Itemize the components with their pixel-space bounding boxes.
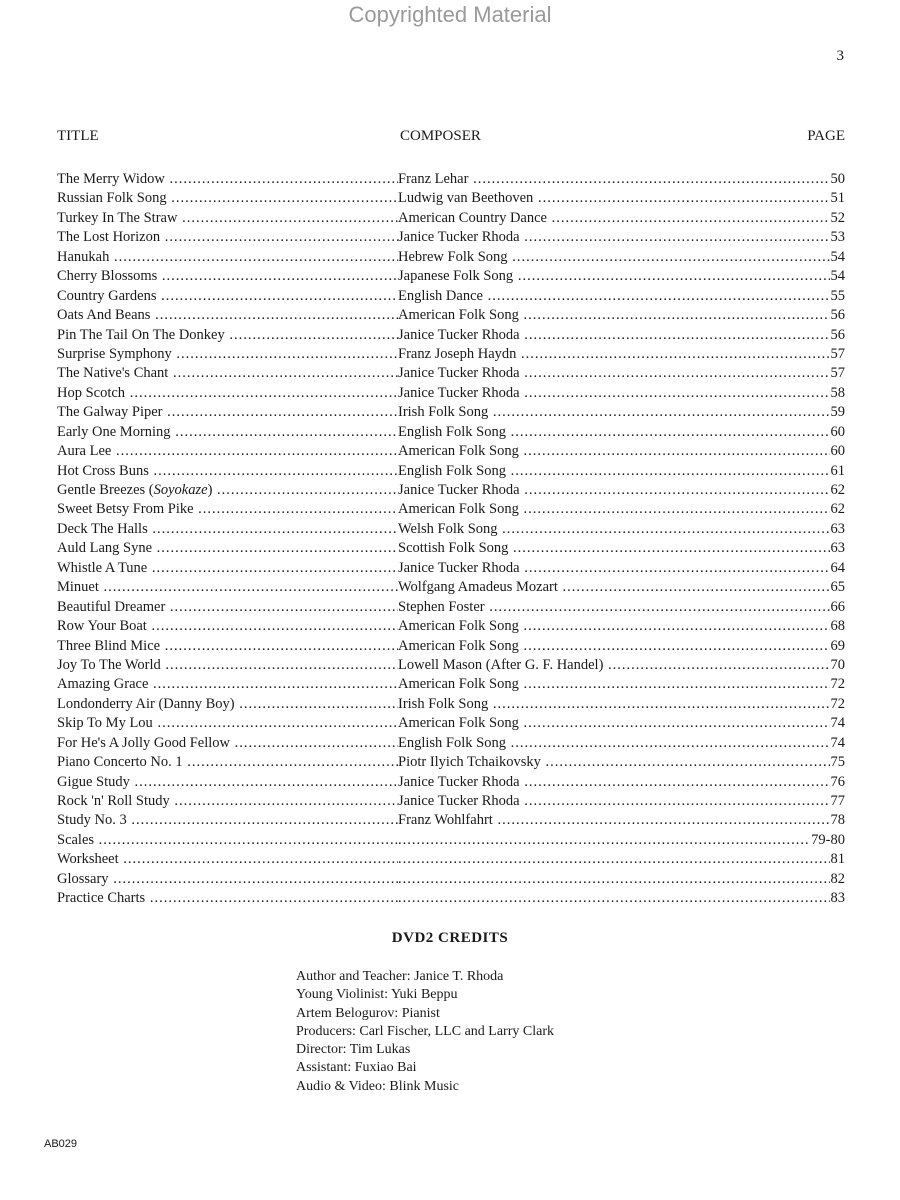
- toc-page: 57: [830, 345, 846, 364]
- toc-title-cell: [57, 384, 398, 403]
- toc-title: Deck The Halls: [57, 520, 148, 537]
- toc-row: [57, 792, 845, 811]
- toc-page: 75: [830, 753, 846, 772]
- toc-title-cell: [57, 462, 398, 481]
- toc-composer: American Folk Song: [398, 637, 519, 654]
- toc-composer-cell: [398, 384, 845, 403]
- toc-title: Auld Lang Syne: [57, 540, 153, 557]
- toc-composer-cell: [398, 811, 845, 830]
- toc-title-cell: [57, 500, 398, 519]
- toc-title-cell: [57, 481, 398, 500]
- toc-composer-cell: [398, 617, 845, 636]
- toc-title: Surprise Symphony: [57, 345, 172, 362]
- toc-row: [57, 637, 845, 656]
- toc-title-cell: [57, 403, 398, 422]
- toc-page: 82: [830, 870, 846, 889]
- toc-page: 81: [830, 850, 846, 869]
- toc-composer-cell: [398, 675, 845, 694]
- toc-page: 72: [830, 695, 846, 714]
- toc-composer: Janice Tucker Rhoda: [398, 559, 520, 576]
- toc-page: 78: [830, 811, 846, 830]
- toc-composer: Piotr Ilyich Tchaikovsky: [398, 754, 541, 771]
- toc-title-cell: [57, 773, 398, 792]
- footer-code: AB029: [44, 1138, 78, 1150]
- toc-page: 51: [830, 189, 846, 208]
- toc-row: [57, 403, 845, 422]
- toc-title: Skip To My Lou: [57, 715, 153, 732]
- toc-composer-cell: [398, 559, 845, 578]
- toc-composer-cell: [398, 326, 845, 345]
- page-number: 3: [836, 48, 844, 64]
- toc-title-cell: [57, 734, 398, 753]
- toc-composer: Janice Tucker Rhoda: [398, 482, 520, 498]
- toc-title-cell: [57, 209, 398, 228]
- toc-composer-cell: [398, 539, 845, 558]
- toc-page: 58: [830, 384, 846, 403]
- toc-composer: Stephen Foster: [398, 598, 485, 615]
- toc-page: 55: [830, 287, 846, 306]
- toc-composer: American Folk Song: [398, 618, 519, 635]
- toc-page: 50: [830, 170, 846, 189]
- toc-title: The Native's Chant: [57, 365, 169, 382]
- toc-column-headers: [57, 128, 845, 148]
- toc-composer: American Folk Song: [398, 443, 519, 460]
- toc-title-cell: [57, 792, 398, 811]
- toc-title: Russian Folk Song: [57, 190, 167, 207]
- toc-composer-cell: [398, 267, 845, 286]
- toc-title-cell: [57, 189, 398, 208]
- toc-composer-cell: [398, 578, 845, 597]
- toc-row: [57, 831, 845, 850]
- toc-composer: Janice Tucker Rhoda: [398, 793, 520, 809]
- toc-row: [57, 306, 845, 325]
- toc-row: [57, 423, 845, 442]
- toc-page: 57: [830, 364, 846, 383]
- toc-composer: American Folk Song: [398, 307, 519, 324]
- toc-title-cell: [57, 345, 398, 364]
- toc-title: Pin The Tail On The Donkey: [57, 326, 225, 343]
- toc-row: [57, 870, 845, 889]
- credits-heading: DVD2 CREDITS: [391, 930, 509, 946]
- toc-row: [57, 598, 845, 617]
- toc-title: Turkey In The Straw: [57, 209, 178, 226]
- toc-title: Oats And Beans: [57, 307, 151, 324]
- toc-title-cell: [57, 578, 398, 597]
- toc-composer: American Folk Song: [398, 715, 519, 732]
- toc-composer-cell: [398, 520, 845, 539]
- toc-title: Minuet: [57, 579, 99, 596]
- toc-row: [57, 209, 845, 228]
- toc-title-cell: [57, 170, 398, 189]
- toc-composer-cell: [398, 656, 845, 675]
- toc-title-cell: [57, 520, 398, 539]
- toc-composer-cell: [398, 695, 845, 714]
- toc-title: Whistle A Tune: [57, 559, 148, 576]
- toc-page: 63: [830, 520, 846, 539]
- toc-composer: Wolfgang Amadeus Mozart: [398, 579, 558, 596]
- toc-row: [57, 889, 845, 908]
- toc-row: [57, 695, 845, 714]
- toc-composer: Janice Tucker Rhoda: [398, 229, 520, 246]
- toc-row: [57, 364, 845, 383]
- toc-row: [57, 170, 845, 189]
- toc-row: [57, 442, 845, 461]
- toc-composer-cell: [398, 442, 845, 461]
- toc-title-cell: [57, 831, 398, 850]
- toc-composer-cell: [398, 773, 845, 792]
- toc-row: [57, 850, 845, 869]
- toc-page: 62: [830, 481, 846, 500]
- toc-title: Study No. 3: [57, 812, 127, 829]
- toc-title: Worksheet: [57, 851, 119, 868]
- toc-page: 54: [830, 267, 846, 286]
- toc-title-cell: [57, 617, 398, 636]
- toc-composer-cell: [398, 423, 845, 442]
- toc-title: For He's A Jolly Good Fellow: [57, 734, 231, 751]
- toc-composer-cell: [398, 228, 845, 247]
- toc-page: 61: [830, 462, 846, 481]
- toc-row: [57, 520, 845, 539]
- toc-title: Piano Concerto No. 1: [57, 754, 183, 771]
- toc-title-cell: [57, 656, 398, 675]
- toc-page: 56: [830, 326, 846, 345]
- toc-page: 70: [830, 656, 846, 675]
- toc-composer-cell: [398, 753, 845, 772]
- toc-row: [57, 578, 845, 597]
- toc-composer: Franz Lehar: [398, 171, 469, 187]
- toc-title: Beautiful Dreamer: [57, 598, 166, 615]
- toc-composer-cell: [398, 287, 845, 306]
- toc-title: Hot Cross Buns: [57, 462, 149, 479]
- toc-composer-cell: [398, 734, 845, 753]
- toc-page: 56: [830, 306, 846, 325]
- toc-composer: Franz Wohlfahrt: [398, 812, 493, 829]
- composer-column-header: COMPOSER: [400, 128, 481, 144]
- toc-composer: Scottish Folk Song: [398, 540, 509, 557]
- title-column-header: TITLE: [57, 128, 99, 144]
- toc-title: Aura Lee: [57, 443, 112, 460]
- toc-row: [57, 384, 845, 403]
- toc-composer: American Folk Song: [398, 501, 519, 518]
- toc-composer: Janice Tucker Rhoda: [398, 365, 520, 382]
- credit-line: Author and Teacher: Janice T. Rhoda: [296, 969, 504, 984]
- toc-title: Hop Scotch: [57, 384, 126, 401]
- toc-page: 79-80: [810, 831, 845, 850]
- toc-composer-cell: [398, 481, 845, 500]
- toc-title-cell: [57, 675, 398, 694]
- toc-title-cell: [57, 287, 398, 306]
- toc-title-cell: [57, 695, 398, 714]
- toc-title: The Galway Piper: [57, 404, 163, 421]
- toc-row: [57, 773, 845, 792]
- toc-composer: English Dance: [398, 287, 483, 304]
- toc-composer: Janice Tucker Rhoda: [398, 326, 520, 343]
- toc-composer-cell: [398, 248, 845, 267]
- toc-title-cell: [57, 559, 398, 578]
- credit-line: Young Violinist: Yuki Beppu: [296, 987, 458, 1003]
- toc-title-cell: [57, 228, 398, 247]
- toc-title-cell: [57, 889, 398, 908]
- toc-row: [57, 675, 845, 694]
- toc-composer: English Folk Song: [398, 734, 506, 751]
- toc-composer: Irish Folk Song: [398, 695, 489, 712]
- toc-row: [57, 753, 845, 772]
- toc-row: [57, 539, 845, 558]
- toc-composer: Janice Tucker Rhoda: [398, 384, 520, 401]
- credit-line: Audio & Video: Blink Music: [296, 1078, 460, 1094]
- toc-composer-cell: [398, 637, 845, 656]
- toc-title-cell: [57, 714, 398, 733]
- toc-composer: American Folk Song: [398, 676, 519, 693]
- toc-title-cell: [57, 539, 398, 558]
- toc-title-cell: [57, 598, 398, 617]
- toc-title: Joy To The World: [57, 656, 161, 673]
- table-of-contents: [57, 170, 845, 909]
- toc-page: 63: [830, 539, 846, 558]
- toc-title: Rock 'n' Roll Study: [57, 793, 170, 809]
- toc-title-cell: [57, 306, 398, 325]
- toc-row: [57, 481, 845, 500]
- toc-composer: English Folk Song: [398, 423, 506, 440]
- toc-title: Practice Charts: [57, 890, 146, 907]
- toc-row: [57, 500, 845, 519]
- toc-title: Three Blind Mice: [57, 637, 161, 654]
- toc-title: Glossary: [57, 870, 109, 887]
- toc-composer: English Folk Song: [398, 462, 506, 479]
- toc-page: 62: [830, 500, 846, 519]
- toc-composer-cell: [398, 714, 845, 733]
- toc-title-cell: [57, 267, 398, 286]
- toc-page: 68: [830, 617, 846, 636]
- toc-title: Scales: [57, 831, 95, 848]
- toc-title: Cherry Blossoms: [57, 268, 158, 285]
- toc-page: 76: [830, 773, 846, 792]
- copyright-watermark: Copyrighted Material: [348, 2, 552, 27]
- toc-composer-cell: [398, 500, 845, 519]
- toc-composer-cell: [398, 403, 845, 422]
- toc-row: [57, 811, 845, 830]
- toc-title: Hanukah: [57, 248, 110, 265]
- toc-composer-cell: [398, 209, 845, 228]
- toc-composer-cell: [398, 850, 845, 869]
- toc-title: Row Your Boat: [57, 618, 147, 635]
- toc-composer-cell: [398, 170, 845, 189]
- toc-page: 77: [830, 792, 846, 811]
- toc-composer: Franz Joseph Haydn: [398, 345, 517, 362]
- toc-page: 53: [830, 228, 846, 247]
- credit-line: Assistant: Fuxiao Bai: [296, 1060, 417, 1076]
- toc-title-cell: [57, 248, 398, 267]
- toc-page: 60: [830, 423, 846, 442]
- toc-composer: Japanese Folk Song: [398, 268, 514, 285]
- toc-composer-cell: [398, 189, 845, 208]
- toc-title: Gentle Breezes (Soyokaze): [57, 482, 213, 498]
- toc-composer-cell: [398, 870, 845, 889]
- toc-page: 54: [830, 248, 846, 267]
- toc-title-cell: [57, 442, 398, 461]
- toc-row: [57, 617, 845, 636]
- toc-title-cell: [57, 364, 398, 383]
- toc-title: Londonderry Air (Danny Boy): [57, 695, 235, 712]
- toc-row: [57, 734, 845, 753]
- toc-row: [57, 462, 845, 481]
- toc-composer-cell: [398, 345, 845, 364]
- toc-page: 64: [830, 559, 846, 578]
- credits-list: [296, 968, 554, 1096]
- toc-page: 74: [830, 714, 846, 733]
- toc-page: 60: [830, 442, 846, 461]
- toc-composer-cell: [398, 831, 845, 850]
- toc-composer: Janice Tucker Rhoda: [398, 773, 520, 790]
- toc-title-cell: [57, 423, 398, 442]
- toc-title: The Lost Horizon: [57, 229, 161, 246]
- toc-composer: Ludwig van Beethoven: [398, 190, 534, 207]
- toc-row: [57, 248, 845, 267]
- toc-page: 83: [830, 889, 846, 908]
- toc-title: The Merry Widow: [57, 171, 165, 187]
- toc-composer: American Country Dance: [398, 209, 547, 226]
- credit-line: Director: Tim Lukas: [296, 1042, 411, 1058]
- toc-composer-cell: [398, 462, 845, 481]
- toc-page: 66: [830, 598, 846, 617]
- toc-row: [57, 326, 845, 345]
- toc-page: 69: [830, 637, 846, 656]
- toc-title-cell: [57, 870, 398, 889]
- toc-title-cell: [57, 850, 398, 869]
- toc-composer: Lowell Mason (After G. F. Handel): [398, 656, 604, 673]
- toc-title: Sweet Betsy From Pike: [57, 501, 194, 518]
- toc-row: [57, 287, 845, 306]
- toc-row: [57, 714, 845, 733]
- toc-row: [57, 559, 845, 578]
- toc-title-cell: [57, 753, 398, 772]
- toc-title-cell: [57, 811, 398, 830]
- page-column-header: PAGE: [807, 128, 845, 144]
- toc-page: 59: [830, 403, 846, 422]
- toc-title: Gigue Study: [57, 773, 130, 790]
- toc-page: 72: [830, 675, 846, 694]
- toc-composer-cell: [398, 364, 845, 383]
- toc-title: Early One Morning: [57, 423, 171, 440]
- toc-composer: Hebrew Folk Song: [398, 248, 508, 265]
- toc-title: Amazing Grace: [57, 676, 149, 693]
- toc-row: [57, 345, 845, 364]
- toc-composer: Welsh Folk Song: [398, 520, 498, 537]
- toc-page: 65: [830, 578, 846, 597]
- toc-title-cell: [57, 637, 398, 656]
- toc-composer-cell: [398, 792, 845, 811]
- toc-composer: Irish Folk Song: [398, 404, 489, 421]
- toc-page: 74: [830, 734, 846, 753]
- toc-title-cell: [57, 326, 398, 345]
- toc-row: [57, 267, 845, 286]
- toc-row: [57, 228, 845, 247]
- toc-composer-cell: [398, 889, 845, 908]
- credit-line: Producers: Carl Fischer, LLC and Larry Clark: [296, 1023, 554, 1039]
- toc-page: 52: [830, 209, 846, 228]
- toc-composer-cell: [398, 598, 845, 617]
- toc-row: [57, 189, 845, 208]
- credit-line: Artem Belogurov: Pianist: [296, 1005, 440, 1021]
- toc-composer-cell: [398, 306, 845, 325]
- toc-title: Country Gardens: [57, 287, 157, 304]
- toc-row: [57, 656, 845, 675]
